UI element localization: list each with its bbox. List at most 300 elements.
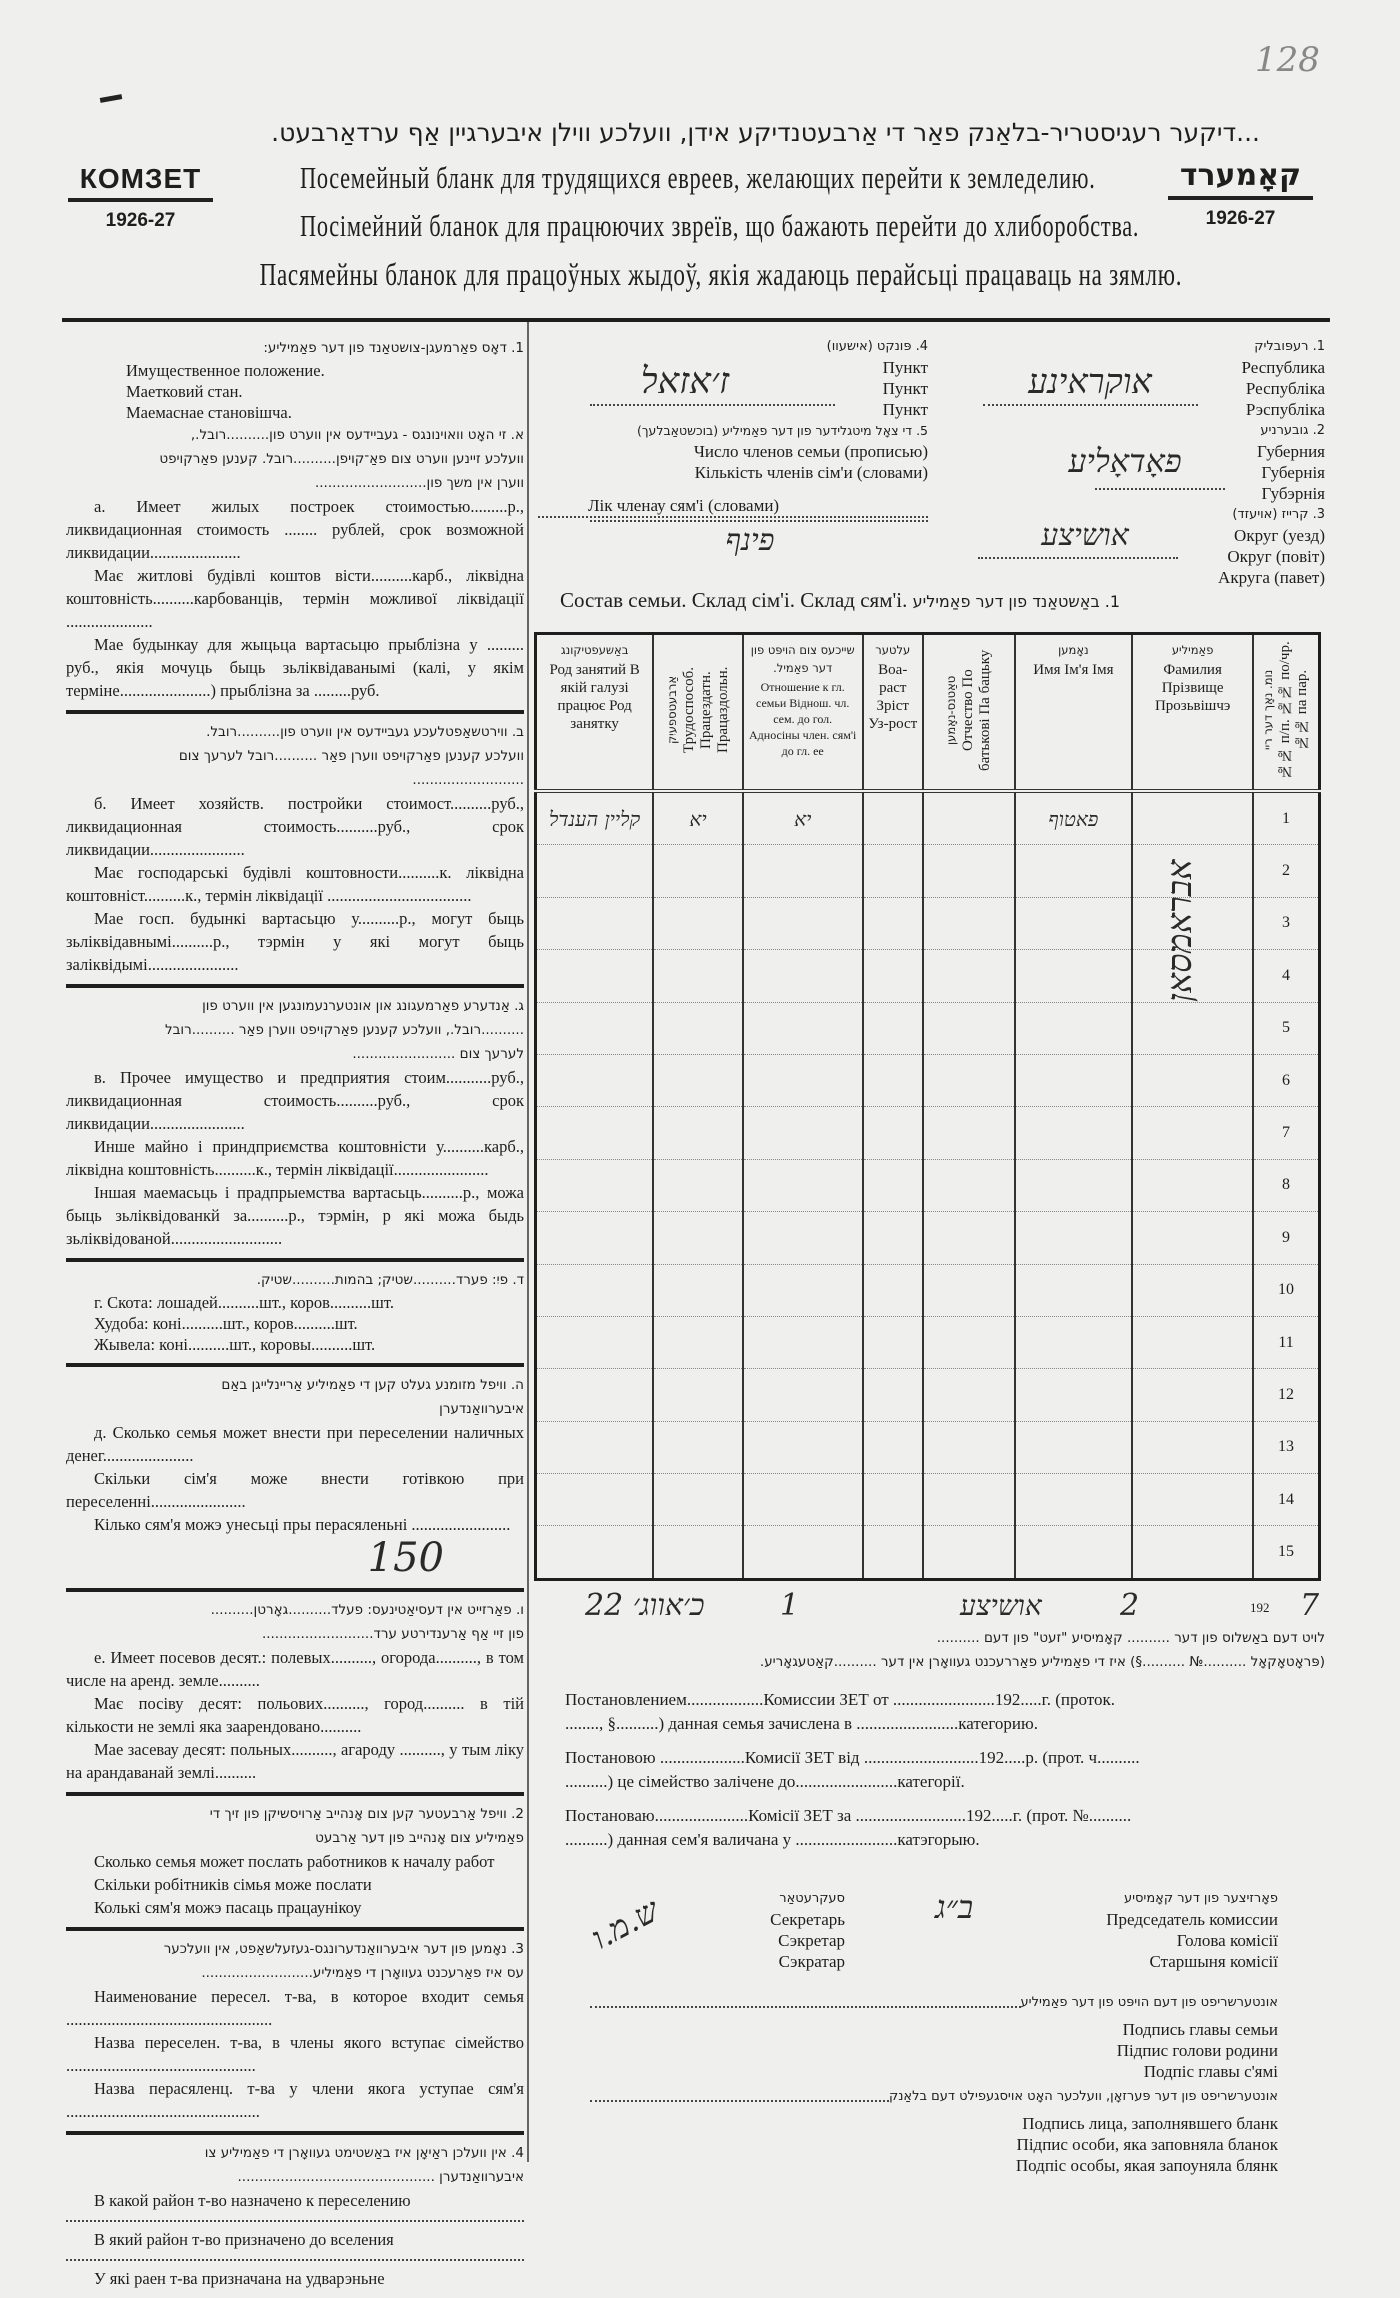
table-row [536,1264,1320,1316]
heb-text: 1. דאָס פאַרמעגן-צושטאַנד פון דער פאַמיליע: [263,340,524,356]
heb-text: ד. פיִ: פערד..........שטיק; בהמות..........שטיק. [256,1272,524,1288]
column-header-heb: באַשעפטיקונג [560,643,629,657]
decision-heb-line: לויט דעם באַשלוס פון דער .......... קאָמיסיע "זעט" פון דעם .......... [936,1630,1325,1646]
field-text: Мае будынкау для жыцьца вартасьцю прыблізна у ......... руб., якія мочуць быць зьліквідаванымі (калі, у якім терміне......................) прыблізна за .........руб. [66,635,524,700]
decision-date-handwritten: כ׳אווג׳ 22 [585,1588,705,1623]
table-cell[interactable] [536,1054,654,1106]
table-cell[interactable] [653,1054,743,1106]
heb-text: וועלכע זיינען ווערט צום פאַ־קויפן..........רובל. קענען פאַרקויפט [159,451,524,467]
table-cell[interactable] [743,950,863,1002]
row-number: 1 [1253,791,1319,845]
table-cell[interactable] [863,791,923,845]
table-cell[interactable] [743,1002,863,1054]
column-header-text: Фамилия Прізвище Прозьвішчэ [1154,662,1231,714]
table-cell[interactable] [863,1421,923,1473]
family-title-text: Состав семьи. Склад сім'і. Склад сям'і. [560,588,908,612]
gubernia-label-by: Губэрнія [1261,484,1325,503]
gubernia-value: פאָדאָליע [1068,442,1182,480]
header-rule [62,318,1330,322]
family-title [560,588,1290,613]
handwritten-entry: קליין הענדל [549,806,641,831]
row-number: 12 [1253,1369,1319,1421]
row-number: 11 [1253,1316,1319,1368]
table-cell[interactable] [743,1159,863,1211]
table-cell[interactable] [653,1212,743,1264]
table-row [536,791,1320,845]
row-number: 8 [1253,1159,1319,1211]
republic-label-by: Рэспубліка [1245,400,1325,419]
table-cell[interactable] [863,950,923,1002]
table-cell[interactable] [743,1264,863,1316]
table-cell[interactable] [1015,1526,1133,1579]
heb-text: א. זי האָט וואוינונגס - געביידעס אין ווערט פון..........רובל., [190,427,524,443]
chair-ru: Председатель комиссии [1106,1910,1278,1929]
decision-commission-handwritten: אושיצע [960,1589,1042,1622]
table-cell[interactable] [923,1421,1015,1473]
count-value: פינף [725,523,775,558]
table-cell[interactable] [923,845,1015,897]
head-by: Подпіс главы с'ямі [1143,2062,1278,2081]
decision-by-line: Постановаю......................Комісії ЗЕТ за ..........................192.....г. (прот. №.......... [565,1806,1132,1825]
filler-ru: Подпись лица, заполнявшего бланк [1022,2114,1278,2133]
row-number: 2 [1253,845,1319,897]
table-cell[interactable] [923,1159,1015,1211]
row-number: 6 [1253,1054,1319,1106]
heb-text: ..........רובל., וועלכע קענען פאַרקויפט ווערן פאַר ..........רובל [164,1022,524,1038]
table-cell[interactable] [1015,845,1133,897]
section-workers [66,1796,524,1931]
section-farm-buildings [66,714,524,988]
table-cell[interactable] [743,1474,863,1526]
table-cell[interactable] [653,1264,743,1316]
table-cell[interactable] [1132,1369,1253,1421]
table-cell[interactable] [863,1316,923,1368]
section-property-housing [66,330,524,714]
republic-heb-label: 1. רעפּובליק [1254,339,1325,354]
field-text: Мае госп. будынкі вартасьцю у..........р., могут быць зьліквідавнымі..........р., тэрмін у які могут быць заліквідымі...................... [66,909,524,974]
filler-uk: Підпис особи, яка заповняла бланок [1016,2135,1278,2154]
decision-category-handwritten: 1 [780,1588,800,1623]
komzet-logo: КОМЗЕТ [68,163,213,202]
title-ukrainian: Посімейний бланок для працюючих звреїв, що бажають перейти до хлиборобства. [300,208,1140,243]
field-text: Іншая маемасьць і прадпрыемства вартасьць..........р., можа быць зьліквідованкй за..........р., тэрмін, р які можа быдь зьліквідованой........................... [66,1183,524,1248]
okrug-label-by: Акруга (павет) [1218,568,1325,587]
table-cell[interactable] [923,1054,1015,1106]
handwritten-entry: פאטוף [1048,806,1099,831]
decision-protocol-handwritten: 7 [1300,1588,1320,1623]
field-text: Наименование пересел. т-ва, в которое входит семья .................................................. [66,1987,524,2029]
table-row [536,1316,1320,1368]
table-cell[interactable] [1015,897,1133,949]
heb-text: עס איז פאַרעכנט געוואָרן די פאַמיליע.......................... [201,1965,524,1981]
table-cell[interactable] [536,1159,654,1211]
chair-heb: פאָרזיצער פון דער קאָמיסיע [1123,1891,1278,1906]
decision-paragraph-handwritten: 2 [1120,1588,1140,1623]
vertical-header-wrap [654,641,742,779]
column-header-text: Отношение к гл. семьи Віднош. чл. сем. до гол. Адносіны член. сям'і до гл. ее [749,680,857,758]
okrug-heb-label: 3. קרייז (אויעזד) [1232,507,1325,522]
table-cell[interactable] [653,897,743,949]
table-cell[interactable] [1015,1369,1133,1421]
table-cell[interactable] [536,1107,654,1159]
table-cell[interactable] [1015,1159,1133,1211]
gubernia-label-ru: Губерния [1257,442,1325,461]
heb-text: ג. אַנדערע פאַרמעגונג און אונטערנעמונגען אין ווערט פון [202,998,524,1014]
table-cell[interactable] [653,1107,743,1159]
table-cell[interactable] [1132,1474,1253,1526]
field-text: Скільки робітників сімья може послати [94,1875,372,1894]
handwritten-entry: יא [689,806,707,831]
table-cell[interactable] [536,1002,654,1054]
decision-by-line: ..........) данная сем'я валичана у ........................катэгорыю. [565,1830,980,1849]
heb-text: ו. פאַרזייט אין דעסיאַטינעס: פעלד..........גאָרטן.......... [210,1602,524,1618]
table-cell[interactable] [743,1212,863,1264]
table-cell[interactable] [653,791,743,845]
republic-label-uk: Республіка [1245,379,1325,398]
table-cell[interactable] [923,1369,1015,1421]
count-label-ru: Число членов семьи (прописью) [693,442,928,461]
heading-by: Маемаснае становішча. [126,403,292,422]
row-number: 5 [1253,1002,1319,1054]
punkt-label-ru: Пункт [882,358,928,377]
table-cell[interactable] [1015,950,1133,1002]
field-text: Має житлові будівлі коштов вісти..........карб., ліквідна коштовність..........карбованців, термін можливої ліквідації ..................... [66,566,524,631]
table-cell[interactable] [743,1316,863,1368]
table-cell[interactable] [1132,1316,1253,1368]
table-cell[interactable] [536,791,654,845]
table-cell[interactable] [863,1002,923,1054]
table-cell[interactable] [1132,1526,1253,1579]
head-ru: Подпись главы семьи [1122,2020,1278,2039]
secretary-block [700,1888,845,1972]
row-number: 9 [1253,1212,1319,1264]
family-head-signature-line [590,1992,1278,2013]
property-heading [66,360,524,423]
punkt-heb-label: 4. פּונקט (אישעוו) [826,339,928,354]
table-cell[interactable] [863,1264,923,1316]
section-cash [66,1367,524,1592]
column-header-heb: נאָמען [1058,643,1089,657]
field-text: Сколько семья может послать работников к началу работ [94,1852,495,1871]
table-cell[interactable] [743,1421,863,1473]
table-cell[interactable] [863,1107,923,1159]
heading-ru: Имущественное положение. [126,361,325,380]
row-number: 7 [1253,1107,1319,1159]
punkt-label-uk: Пункт [882,379,928,398]
column-header-text: №№ п/п. №№ по/чр. №№ па пар. [1277,641,1311,779]
heading-uk: Маетковий стан. [126,382,243,401]
table-cell[interactable] [743,845,863,897]
field-text: д. Сколько семья может внести при переселении наличных денег...................... [66,1423,524,1465]
filler-signature-field[interactable] [590,2100,889,2102]
table-cell[interactable] [923,1316,1015,1368]
filler-by: Подпіс особы, якая запоуняла блянк [1015,2156,1278,2175]
row-number: 14 [1253,1474,1319,1526]
archive-mark: 128 [1255,40,1320,80]
table-cell[interactable] [653,1002,743,1054]
table-cell[interactable] [923,1264,1015,1316]
chair-signature: ב״ג [935,1888,974,1926]
table-cell[interactable] [536,1369,654,1421]
table-cell[interactable] [536,1212,654,1264]
table-cell[interactable] [743,1369,863,1421]
gubernia-label-uk: Губернія [1261,463,1325,482]
row-number: 13 [1253,1421,1319,1473]
section-other-property [66,988,524,1262]
heb-text: לערעך צום ........................ [352,1046,524,1062]
row-number: 4 [1253,950,1319,1002]
komerd-year: 1926-27 [1205,208,1276,229]
table-cell[interactable] [923,1107,1015,1159]
secretary-heb: סעקרעטאַר [779,1891,845,1906]
table-cell[interactable] [1132,1421,1253,1473]
republic-label-ru: Республика [1241,358,1325,377]
secretary-uk: Сэкретар [778,1931,845,1950]
head-uk: Підпис голови родини [1116,2041,1278,2060]
table-cell[interactable] [743,1526,863,1579]
column-header-heb: עלטער [875,643,911,657]
field-text: Назва переселен. т-ва, в члены якого вступає сімейство .............................................. [66,2033,524,2075]
table-row [536,1212,1320,1264]
column-header-heb: שייכעס צום הויפּט פון דער פאַמיל. [750,643,855,675]
punkt-value: ז׳אזאל [640,361,730,402]
table-cell[interactable] [536,1264,654,1316]
handwritten-entry: יא [794,806,812,831]
decision-ru-line: ........, §..........) данная семья зачислена в ........................категорию. [565,1714,1038,1733]
column-header-text: Имя Ім'я Імя [1033,662,1114,678]
count-label-uk: Кількість членів сім'и (словами) [694,463,928,482]
table-cell[interactable] [536,950,654,1002]
heb-text: ה. וויפל מזומנע געלט קען די פאַמיליע אַריינלייגן באַם [221,1377,524,1393]
field-text: е. Имеет посевов десят.: полевых.........., огорода.........., в том числе на аренд. земле.......... [66,1648,524,1690]
table-cell[interactable] [536,1316,654,1368]
field-text: В какой район т-во назначено к переселению [66,2189,524,2222]
okrug-label-ru: Округ (уезд) [1234,526,1325,545]
okrug-label-uk: Округ (повіт) [1227,547,1325,566]
heb-text: פון זיי אַף אַרענדירטע ערד.......................... [261,1626,524,1642]
heb-text: ווערן אין משך פון.......................... [314,475,524,491]
field-text: Жывела: коні..........шт., коровы..........шт. [94,1335,376,1354]
republic-value: אוקראינע [1028,362,1152,402]
komzet-year: 1926-27 [105,210,176,231]
table-cell[interactable] [1132,1212,1253,1264]
table-cell[interactable] [653,1369,743,1421]
table-cell[interactable] [653,1159,743,1211]
field-text: Має посіву десят: польових.........., город.......... в тій кількости не землі яка заарендовано.......... [66,1694,524,1736]
column-header [863,634,923,792]
gubernia-field[interactable] [1095,488,1225,490]
table-cell[interactable] [653,1316,743,1368]
decision-year-prefix: 192 [1250,1600,1270,1615]
decision-uk-line: Постановою ....................Комисії ЗЕТ від ...........................192.....р. (прот. ч.......... [565,1748,1140,1767]
heb-text: איבערוואַנדערן .............................................. [237,2169,524,2185]
field-text: Колькі сям'я можэ пасаць працаунікоу [94,1898,362,1917]
row-number: 3 [1253,897,1319,949]
table-cell[interactable] [743,897,863,949]
table-cell[interactable] [863,1054,923,1106]
cash-handwritten-value: 150 [367,1535,444,1581]
row-number: 10 [1253,1264,1319,1316]
komerd-block [1168,158,1313,230]
count-heb-label: 5. די צאָל מיטגלידער פון דער פאַמיליע (בוכשטאַבלעך) [636,423,928,438]
field-text: Назва перасяленц. т-ва у члени якога уступае сям'я ............................................... [66,2079,524,2121]
column-header [1132,634,1253,792]
family-title-heb: 1. באַשטאַנד פון דער פאַמיליע [912,592,1121,611]
table-cell[interactable] [653,1526,743,1579]
table-cell[interactable] [863,1474,923,1526]
table-cell[interactable] [743,791,863,845]
gubernia-heb-label: 2. גובערניע [1260,423,1325,438]
table-cell[interactable] [863,845,923,897]
table-cell[interactable] [743,1107,863,1159]
heb-text: פאַמיליע צום אָנהייב פון דער אַרבעט [315,1830,524,1846]
section-district [66,2135,524,2298]
komerd-logo: קאָמערד [1168,158,1313,200]
property-column [66,330,524,2298]
column-header-heb: אַרבעטספעיִק [664,675,679,745]
decision-uk-line: ..........) це сімейство залічене до........................категорії. [565,1772,965,1791]
table-cell[interactable] [923,1474,1015,1526]
ink-mark [100,94,123,103]
vertical-header-wrap [924,641,1014,779]
section-sowing [66,1592,524,1796]
chair-block [1000,1888,1278,1972]
count-field[interactable] [590,520,928,522]
heb-text: וועלכע קענען פאַרקויפט ווערן פאַר ..........רובל לערעך צום [178,748,524,764]
table-cell[interactable] [1015,791,1133,845]
column-header [1015,634,1133,792]
column-header [1253,634,1319,792]
chair-uk: Голова комісії [1176,1931,1278,1950]
table-cell[interactable] [536,1421,654,1473]
field-text: Мае засевау десят: польных.........., агароду .........., у тым ліку на арандаванай землі.......... [66,1740,524,1782]
table-row [536,1421,1320,1473]
yiddish-header: ...דיקער רעגיסטריר-בלאַנק פאַר די אַרבעטנדיקע אידן, וועלכע ווילן איבערגיין אַף ערדאַרבעט. [271,118,1260,147]
column-header [653,634,743,792]
table-cell[interactable] [653,845,743,897]
table-cell[interactable] [923,1526,1015,1579]
table-cell[interactable] [743,1054,863,1106]
column-header-heb: פאַמיליע [1171,643,1214,657]
okrug-value: אושיצע [1041,518,1129,553]
table-cell[interactable] [653,1421,743,1473]
table-cell[interactable] [923,1212,1015,1264]
chair-by: Старшыня комісії [1149,1952,1278,1971]
count-label-by: Лік членау сям'і (словами) [538,495,928,518]
column-header-heb: נומ. נאָך דער ריי [1261,669,1276,751]
field-text: Скільки сім'я може внести готівкою при переселенні....................... [66,1469,524,1511]
column-header [743,634,863,792]
republic-field[interactable] [983,404,1198,406]
family-head-signature-field[interactable] [590,2006,1021,2008]
title-russian: Посемейный бланк для трудящихся евреев, желающих перейти к земледелию. [300,160,1096,195]
table-cell[interactable] [1132,1264,1253,1316]
filler-heb: אונטערשריפט פון דער פּערזאָן, וועלכער האָט אויסגעפילט דעם בלאַנק [888,2089,1278,2104]
table-cell[interactable] [1015,1002,1133,1054]
field-text: В який район т-во призначено до вселения [66,2228,524,2261]
table-cell[interactable] [1015,1107,1133,1159]
table-cell[interactable] [923,897,1015,949]
table-cell[interactable] [653,1474,743,1526]
head-heb: אונטערשריפט פון דעם הויפּט פון דער פאַמיליע [1020,1995,1278,2010]
column-header-text: Трудоспособ. Працездатн. Працаздольн. [680,666,731,754]
vertical-header-wrap [1254,641,1318,779]
field-text: г. Скота: лошадей..........шт., коров..........шт. [94,1293,394,1312]
field-text: Худоба: коні..........шт., коров..........шт. [94,1314,358,1333]
decision-ru-line: Постановлением..................Комиссии ЗЕТ от ........................192.....г. (проток. [565,1690,1115,1709]
column-header-heb: טאַטנס-נאָמען [943,675,958,745]
komzet-block [68,163,213,232]
table-row [536,1369,1320,1421]
heb-text: 2. וויפל אַרבעטער קען צום אָנהייב אַרויסשיקן פון זיך די [209,1806,524,1822]
punkt-label-by: Пункт [882,400,928,419]
table-cell[interactable] [536,1526,654,1579]
table-cell[interactable] [863,897,923,949]
secretary-ru: Секретарь [770,1910,845,1929]
table-cell[interactable] [1015,1316,1133,1368]
row-number: 15 [1253,1526,1319,1579]
heb-text: איבערוואַנדערן [439,1401,524,1417]
table-cell[interactable] [923,1002,1015,1054]
table-cell[interactable] [1015,1421,1133,1473]
heb-text: 4. אין וועלכן ראַיאָן איז באַשטימט געוואָרן די פאַמיליע צו [204,2145,524,2161]
column-header-text: Род занятий В якій галузі працює Род занятку [549,662,640,732]
field-text: У які раен т-ва призначана на удварэньне [94,2269,385,2288]
column-divider [527,322,529,2162]
family-head-signature-block [590,1992,1278,2176]
table-cell[interactable] [1015,1054,1133,1106]
column-header [536,634,654,792]
table-cell[interactable] [1015,1264,1133,1316]
table-cell[interactable] [863,1369,923,1421]
secretary-by: Сэкратар [778,1952,845,1971]
table-cell[interactable] [536,897,654,949]
table-cell[interactable] [923,791,1015,845]
table-row [536,1526,1320,1579]
table-cell[interactable] [863,1159,923,1211]
table-cell[interactable] [1015,1212,1133,1264]
table-cell[interactable] [536,1474,654,1526]
secretary-signature: ש.מ.ו [585,1890,665,1958]
column-header-text: Отчество По батькові Па бацьку [959,649,993,771]
okrug-field[interactable] [978,557,1178,559]
table-cell[interactable] [863,1212,923,1264]
surname-handwritten: אבראמסאן [1160,860,1200,1003]
table-cell[interactable] [863,1526,923,1579]
decision-heb-line: (פּראָטאָקאָל ..........№ ..........§) איז די פאַמיליע פאַררעכנט געוואָרן אין דער ..........קאַטעגאָריע. [759,1654,1325,1670]
punkt-field[interactable] [590,404,835,406]
filler-signature-line [590,2086,1278,2107]
decision-block [565,1626,1325,1852]
field-text: а. Имеет жилых построек стоимостью.........р., ликвидационная стоимость ........ рублей, срок возможной ликвидации...................... [66,497,524,562]
table-cell[interactable] [1132,791,1253,845]
field-text: б. Имеет хозяйств. постройки стоимост..........руб., ликвидационная стоимость..........руб., срок ликвидации....................... [66,794,524,859]
table-cell[interactable] [923,950,1015,1002]
column-header-text: Воа-раст Зріст Уз-рост [868,662,918,732]
table-row [536,1474,1320,1526]
table-cell[interactable] [1015,1474,1133,1526]
heb-text: .......................... [412,772,524,788]
field-text: Инше майно і приндприємства коштовністи у..........карб., ліквідна коштовність..........к., термін ліквідації....................... [66,1137,524,1179]
table-cell[interactable] [536,845,654,897]
heb-text: 3. נאָמען פון דער איבערוואַנדערונגס-געזעלשאַפט, אין וועלכער [163,1941,524,1957]
table-cell[interactable] [653,950,743,1002]
column-header [923,634,1015,792]
field-text: в. Прочее имущество и предприятия стоим...........руб., ликвидационная стоимость..........руб., срок ликвидации....................... [66,1068,524,1133]
section-society [66,1931,524,2135]
title-belarusian: Пасямейны бланок для працоўных жыдоў, якія жадаюць перайсьці працаваць на зямлю. [259,256,1183,292]
field-text: Має господарські будівлі коштовности..........к. ліквідна коштовніст..........к., термін ліквідації ................................... [66,863,524,905]
